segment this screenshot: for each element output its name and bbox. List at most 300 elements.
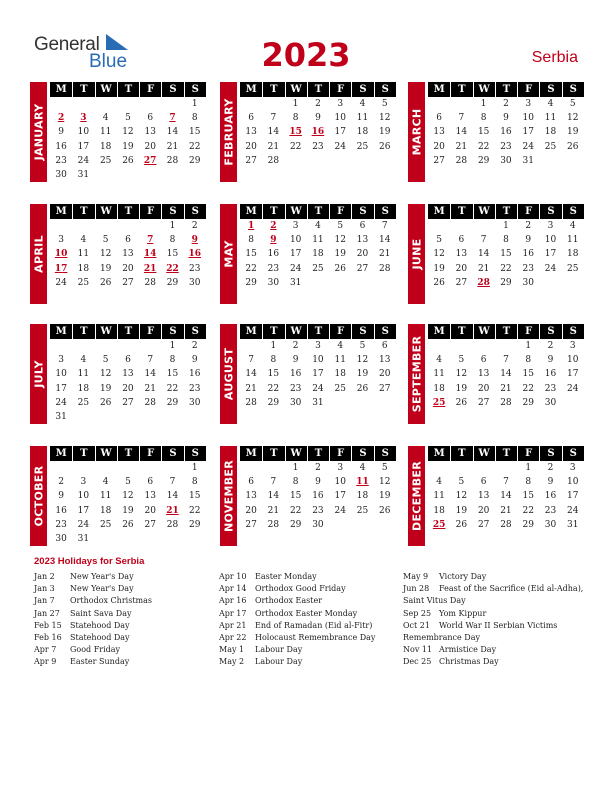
weekday-label: T (72, 324, 94, 339)
day-cell: 21 (477, 263, 490, 274)
day-cell (307, 154, 329, 168)
day-cell: 30 (189, 277, 201, 288)
holiday-name: Statehood Day (70, 620, 130, 630)
week-row (428, 247, 584, 261)
day-cell: 16 (55, 141, 67, 152)
day-cell: 15 (289, 491, 302, 502)
day-cell: 15 (477, 127, 490, 138)
holiday-item (219, 608, 409, 620)
day-cell: 3 (315, 341, 321, 351)
week-row (50, 518, 206, 532)
day-cell: 27 (455, 277, 468, 288)
holiday-name: Armistice Day (439, 645, 497, 655)
weekday-label: T (495, 446, 517, 461)
weekday-label: S (539, 204, 561, 219)
month-march (408, 82, 584, 182)
day-cell: 24 (77, 519, 90, 530)
day-cell: 7 (147, 235, 154, 246)
day-cell (329, 518, 351, 532)
holiday-item (219, 571, 409, 583)
day-cell: 14 (500, 491, 512, 502)
weekday-label: S (184, 204, 206, 219)
weekday-label: S (351, 324, 373, 339)
weekday-label: M (55, 84, 67, 95)
day-cell: 10 (544, 235, 557, 246)
holiday-date: May 2 (219, 657, 245, 667)
weekday-label: T (117, 204, 139, 219)
week-row (50, 475, 206, 489)
day-cell: 2 (547, 463, 554, 473)
month-august (220, 324, 396, 424)
day-cell: 8 (525, 355, 532, 366)
day-cell: 25 (356, 141, 369, 152)
day-cell: 7 (169, 477, 176, 488)
weekday-label: T (495, 204, 517, 219)
weekday-label: F (517, 446, 539, 461)
weekday-label: S (184, 446, 206, 461)
holiday-date: Jan 7 (34, 596, 55, 606)
day-cell: 26 (379, 141, 391, 152)
day-cell: 7 (169, 113, 176, 124)
day-cell (351, 154, 373, 168)
day-cell: 2 (191, 221, 198, 231)
day-cell: 19 (379, 127, 391, 138)
weekday-label: M (433, 206, 445, 217)
week-row (428, 367, 584, 381)
day-cell: 14 (245, 369, 257, 380)
day-cell (450, 461, 472, 475)
week-row (240, 276, 396, 290)
day-cell: 5 (102, 355, 109, 366)
day-cell: 5 (436, 235, 442, 246)
day-cell: 12 (433, 249, 445, 260)
holiday-name: End of Ramadan (Eid al-Fitr) (255, 620, 373, 630)
week-row (428, 461, 584, 475)
holiday-name: Saint Sava Day (70, 608, 132, 618)
day-cell: 29 (267, 397, 280, 408)
weekday-label: W (473, 324, 495, 339)
holiday-name: Labour Day (255, 645, 303, 655)
day-cell: 17 (55, 383, 67, 394)
day-cell: 6 (147, 113, 154, 124)
weekday-label: W (285, 324, 307, 339)
day-cell: 25 (432, 519, 446, 530)
day-cell: 14 (379, 235, 391, 246)
holiday-column (34, 571, 224, 669)
week-row (50, 97, 206, 111)
week-row (240, 339, 396, 353)
holiday-column (219, 571, 409, 669)
day-cell: 28 (245, 397, 257, 408)
day-cell: 26 (122, 519, 134, 530)
week-row (240, 111, 396, 125)
day-cell: 24 (334, 505, 346, 516)
weekday-header (50, 204, 206, 219)
weekday-label: T (450, 324, 472, 339)
month-label (408, 324, 425, 424)
day-cell: 23 (500, 141, 512, 152)
day-cell (351, 518, 373, 532)
holiday-item (403, 620, 593, 644)
day-cell: 26 (455, 519, 468, 530)
day-cell (161, 97, 183, 111)
day-cell: 8 (480, 113, 487, 124)
day-cell: 23 (55, 519, 67, 530)
holiday-item (219, 644, 409, 656)
day-cell: 9 (503, 113, 509, 124)
weekday-label: T (262, 446, 284, 461)
day-cell: 18 (544, 127, 557, 138)
weekday-label: M (433, 448, 445, 459)
day-cell: 1 (480, 99, 487, 109)
day-cell: 3 (569, 341, 576, 351)
day-cell: 14 (166, 127, 179, 138)
day-cell (50, 339, 72, 353)
day-cell: 10 (55, 369, 67, 380)
holiday-item (219, 620, 409, 632)
day-cell (72, 339, 94, 353)
day-cell: 20 (477, 383, 490, 394)
day-cell: 20 (433, 141, 445, 152)
day-cell: 7 (458, 113, 465, 124)
day-cell: 8 (270, 355, 277, 366)
day-cell (95, 461, 117, 475)
day-cell (428, 339, 450, 353)
day-cell: 24 (312, 383, 324, 394)
day-cell: 15 (245, 249, 257, 260)
month-name: MAY (222, 240, 235, 268)
day-cell (428, 97, 450, 111)
month-name: NOVEMBER (222, 459, 235, 533)
day-cell: 27 (143, 155, 157, 166)
holiday-date: Jan 2 (34, 572, 55, 581)
day-cell: 19 (334, 249, 346, 260)
week-row (50, 262, 206, 276)
day-cell: 13 (455, 249, 468, 260)
day-cell: 19 (122, 141, 134, 152)
day-cell: 28 (267, 155, 280, 166)
holiday-name: Orthodox Christmas (70, 596, 152, 606)
week-row (50, 410, 206, 424)
week-row (240, 154, 396, 168)
day-cell: 16 (188, 249, 201, 260)
day-cell: 6 (125, 355, 131, 366)
holiday-item (403, 608, 593, 620)
day-cell: 16 (189, 369, 201, 380)
day-cell (351, 276, 373, 290)
weekday-label: M (55, 326, 67, 337)
day-cell (473, 339, 495, 353)
week-row (240, 367, 396, 381)
day-cell: 30 (267, 277, 280, 288)
day-cell: 4 (359, 463, 366, 473)
weekday-label: S (374, 204, 396, 219)
day-cell (117, 532, 139, 546)
day-cell: 1 (525, 341, 532, 351)
day-cell: 5 (125, 477, 131, 488)
day-cell: 29 (500, 277, 512, 288)
day-cell: 29 (189, 155, 201, 166)
weekday-label: T (72, 82, 94, 97)
weekday-header (428, 324, 584, 339)
week-row (50, 168, 206, 182)
day-cell: 12 (455, 369, 468, 380)
day-cell: 13 (245, 127, 257, 138)
month-label (408, 446, 425, 546)
day-cell: 7 (503, 477, 509, 488)
day-cell: 18 (77, 263, 90, 274)
day-cell (329, 154, 351, 168)
holiday-item (34, 656, 224, 668)
weekday-label: M (245, 206, 257, 217)
day-cell: 27 (245, 155, 257, 166)
holiday-item (34, 620, 224, 632)
day-cell: 28 (144, 277, 156, 288)
week-row (428, 233, 584, 247)
day-cell: 13 (433, 127, 445, 138)
week-row (428, 140, 584, 154)
day-cell: 13 (477, 491, 490, 502)
day-cell: 16 (544, 369, 557, 380)
day-cell: 9 (270, 235, 277, 246)
holiday-item (219, 656, 409, 668)
day-cell: 14 (143, 249, 157, 260)
weekday-header (50, 324, 206, 339)
day-cell: 9 (547, 355, 554, 366)
week-row (240, 140, 396, 154)
day-cell: 29 (189, 519, 201, 530)
day-cell: 25 (312, 263, 324, 274)
day-cell: 7 (381, 221, 388, 231)
day-cell: 3 (292, 221, 299, 231)
day-cell: 31 (77, 169, 90, 180)
day-cell (117, 219, 139, 233)
day-cell (262, 461, 284, 475)
holiday-item (219, 583, 409, 595)
day-cell: 12 (122, 491, 134, 502)
month-label (408, 82, 425, 182)
day-cell: 8 (169, 235, 176, 246)
day-cell (495, 339, 517, 353)
day-cell: 24 (77, 155, 90, 166)
day-cell: 21 (500, 505, 512, 516)
week-row (428, 262, 584, 276)
week-row (50, 219, 206, 233)
day-cell: 28 (500, 519, 512, 530)
day-cell: 4 (569, 221, 576, 231)
weekday-label: F (517, 82, 539, 97)
holiday-date: Jan 3 (34, 584, 55, 594)
day-cell: 11 (544, 113, 557, 124)
day-cell: 17 (289, 249, 302, 260)
week-row (428, 396, 584, 410)
day-cell: 8 (525, 477, 532, 488)
day-cell: 5 (102, 235, 109, 246)
day-cell: 21 (379, 249, 391, 260)
day-cell (562, 276, 584, 290)
day-cell: 29 (522, 397, 534, 408)
week-row (240, 247, 396, 261)
holiday-item (34, 608, 224, 620)
holiday-item (219, 632, 409, 644)
weekday-label: S (562, 446, 584, 461)
day-cell (428, 461, 450, 475)
week-row (428, 475, 584, 489)
day-cell (450, 97, 472, 111)
day-cell (351, 396, 373, 410)
week-row (240, 518, 396, 532)
month-october (30, 446, 206, 546)
weekday-label: W (473, 204, 495, 219)
day-cell: 20 (245, 505, 257, 516)
day-cell: 4 (436, 355, 442, 366)
day-cell: 20 (455, 263, 468, 274)
week-row (240, 504, 396, 518)
weekday-label: W (285, 204, 307, 219)
day-cell: 2 (191, 341, 198, 351)
month-june (408, 204, 584, 304)
day-cell: 13 (245, 491, 257, 502)
day-cell: 6 (480, 355, 487, 366)
day-cell (240, 339, 262, 353)
day-cell: 29 (289, 519, 302, 530)
day-cell: 27 (477, 519, 490, 530)
logo-general-text: General (34, 34, 100, 55)
day-cell: 21 (245, 383, 257, 394)
day-cell (95, 168, 117, 182)
weekday-label: T (262, 204, 284, 219)
weekday-label: T (307, 324, 329, 339)
weekday-label: T (495, 324, 517, 339)
weekday-label: T (72, 446, 94, 461)
weekday-label: M (245, 448, 257, 459)
holiday-name: Labour Day (255, 657, 303, 667)
day-cell: 11 (312, 235, 324, 246)
day-cell: 6 (480, 477, 487, 488)
day-cell (374, 396, 396, 410)
weekday-label: T (450, 446, 472, 461)
day-cell: 7 (480, 235, 487, 246)
day-cell: 20 (144, 505, 156, 516)
day-cell: 15 (267, 369, 280, 380)
day-cell: 5 (569, 99, 576, 109)
weekday-label: T (117, 446, 139, 461)
day-cell (285, 154, 307, 168)
holiday-item (219, 595, 409, 607)
holiday-name: Orthodox Easter Monday (255, 608, 358, 618)
weekday-label: S (539, 446, 561, 461)
weekday-label: S (562, 82, 584, 97)
week-row (50, 247, 206, 261)
day-cell: 8 (191, 113, 198, 124)
day-cell: 4 (436, 477, 442, 488)
day-cell: 12 (99, 369, 112, 380)
day-cell: 9 (315, 477, 321, 488)
day-cell: 22 (166, 383, 179, 394)
day-cell: 30 (55, 169, 67, 180)
day-cell (50, 219, 72, 233)
day-cell: 8 (169, 355, 176, 366)
day-cell: 18 (77, 383, 90, 394)
holiday-date: May 1 (219, 645, 245, 655)
day-cell: 13 (144, 491, 156, 502)
month-label (30, 446, 47, 546)
day-cell: 30 (544, 397, 557, 408)
day-cell: 23 (522, 263, 534, 274)
day-cell: 21 (455, 141, 468, 152)
day-cell: 2 (525, 221, 532, 231)
day-cell: 14 (455, 127, 468, 138)
holiday-date: Jan 27 (34, 608, 60, 618)
weekday-label: F (329, 324, 351, 339)
day-cell: 28 (477, 277, 490, 288)
day-cell: 19 (567, 127, 579, 138)
holiday-date: Oct 21 (403, 620, 430, 630)
holiday-item (34, 571, 224, 583)
day-cell: 15 (500, 249, 512, 260)
day-cell (262, 97, 284, 111)
day-cell: 17 (334, 491, 346, 502)
day-cell (139, 410, 161, 424)
month-february (220, 82, 396, 182)
month-april (30, 204, 206, 304)
page-title-year: 2023 (261, 36, 351, 74)
day-cell (95, 219, 117, 233)
holiday-name: New Year's Day (70, 572, 134, 581)
day-cell: 6 (248, 113, 254, 124)
weekday-header (428, 446, 584, 461)
day-cell: 25 (77, 277, 90, 288)
day-cell: 5 (359, 341, 366, 351)
day-cell: 14 (267, 491, 280, 502)
day-cell: 27 (245, 519, 257, 530)
day-cell (473, 461, 495, 475)
day-cell: 19 (433, 263, 445, 274)
day-cell: 2 (270, 221, 277, 231)
day-cell: 24 (55, 277, 67, 288)
day-cell: 15 (189, 491, 201, 502)
day-cell: 7 (270, 113, 277, 124)
month-september (408, 324, 584, 424)
month-label (220, 446, 237, 546)
day-cell: 25 (356, 505, 369, 516)
month-name: OCTOBER (32, 465, 45, 527)
day-cell: 23 (189, 383, 201, 394)
week-row (240, 353, 396, 367)
day-cell: 15 (289, 127, 302, 138)
week-row (50, 532, 206, 546)
day-cell: 28 (379, 263, 391, 274)
week-row (240, 125, 396, 139)
day-cell: 24 (544, 263, 557, 274)
day-cell: 17 (77, 141, 90, 152)
day-cell: 11 (356, 113, 369, 124)
day-cell (117, 461, 139, 475)
day-cell (139, 219, 161, 233)
day-cell (329, 396, 351, 410)
holiday-date: Jun 28 (403, 584, 430, 594)
day-cell: 4 (359, 99, 366, 109)
day-cell: 2 (292, 341, 299, 351)
day-cell: 17 (54, 263, 68, 274)
day-cell: 1 (292, 99, 299, 109)
week-row (240, 382, 396, 396)
day-cell (161, 410, 183, 424)
day-cell: 28 (455, 155, 468, 166)
day-cell (95, 532, 117, 546)
day-cell: 14 (267, 127, 280, 138)
day-cell: 30 (289, 397, 302, 408)
